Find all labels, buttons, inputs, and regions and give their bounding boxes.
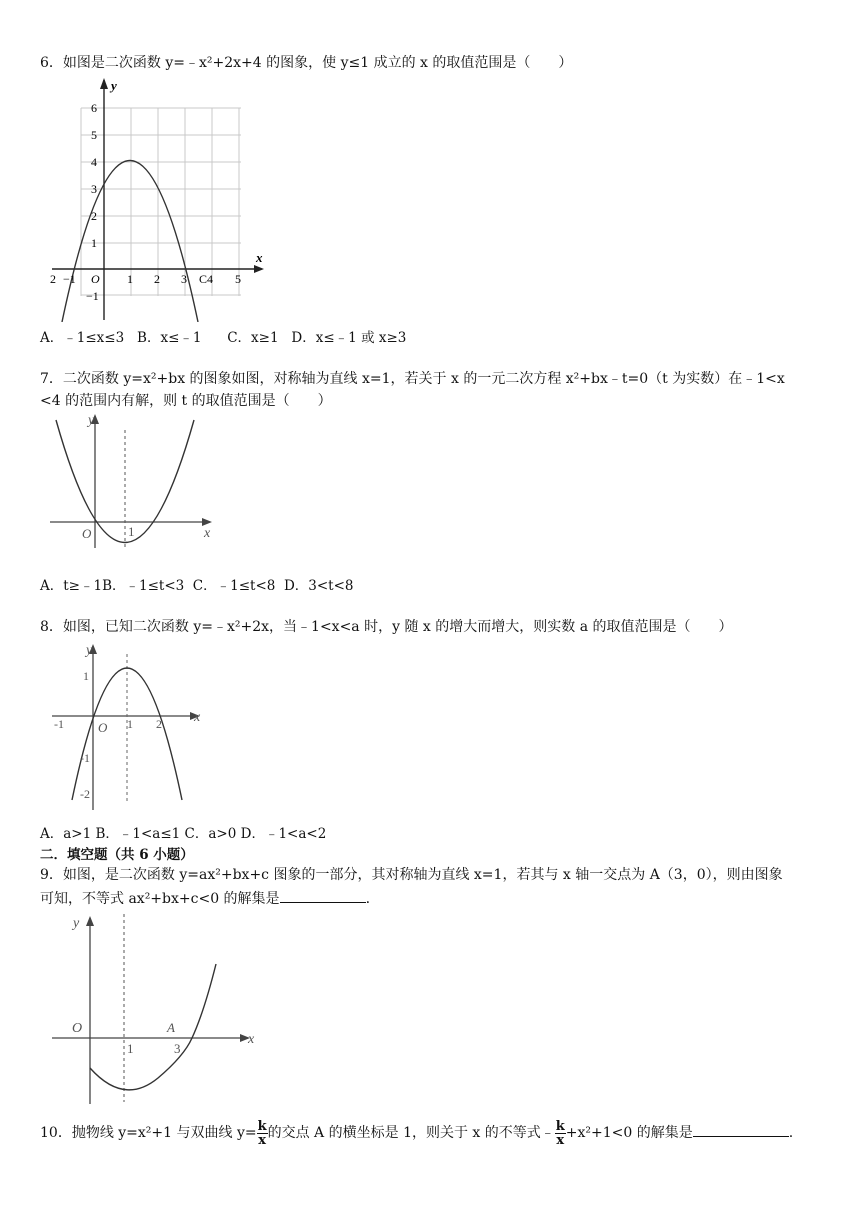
q6-ytick-2: 2 xyxy=(91,209,97,223)
q7-stem-line1: 7．二次函数 y=x²+bx 的图象如图，对称轴为直线 x=1，若关于 x 的一元二次方程 x²+bx﹣t=0（t 为实数）在﹣1<x xyxy=(40,371,785,387)
q7-x-arrow xyxy=(202,518,212,526)
q8-y-axis-label: y xyxy=(86,643,93,658)
q9-y-axis-label: y xyxy=(73,916,80,931)
q9-stem-line2 xyxy=(40,890,370,908)
q10-frac2-denominator: x xyxy=(556,1132,565,1148)
q9-y-arrow xyxy=(86,916,94,926)
q8-stem: 8．如图，已知二次函数 y=﹣x²+2x，当﹣1<x<a 时，y 随 x 的增大而增大，则实数 a 的取值范围是（ ） xyxy=(40,619,733,635)
q6-xtick-c4: C4 xyxy=(199,272,214,286)
q6-ytick-neg1: −1 xyxy=(86,289,99,303)
q8-options: A．a>1 B．﹣1<a≤1 C．a>0 D．﹣1<a<2 xyxy=(40,826,327,842)
q6-xtick-2: 2 xyxy=(154,272,160,286)
q6-ytick-4: 4 xyxy=(91,155,97,169)
q6-x-axis-label: x xyxy=(256,250,263,265)
q6-ytick-6: 6 xyxy=(91,101,97,115)
q10-end: . xyxy=(788,1125,794,1141)
q6-ytick-1: 1 xyxy=(91,236,97,250)
q7-tick-1: 1 xyxy=(128,524,135,539)
q6-y-arrow xyxy=(100,78,108,89)
q10-part3: +x²+1<0 的解集是 xyxy=(565,1125,693,1141)
q6-xtick-neg2: 2 xyxy=(50,272,56,286)
q10-part2: 的交点 A 的横坐标是 1，则关于 x 的不等式﹣ xyxy=(267,1125,555,1141)
q6-y-axis-label: y xyxy=(111,78,117,93)
q9-origin-label: O xyxy=(72,1021,83,1036)
q10-part1: 10．抛物线 y=x²+1 与双曲线 y= xyxy=(40,1125,257,1141)
q10-stem xyxy=(40,1118,793,1148)
q6-xtick-3: 3 xyxy=(181,272,187,286)
q9-parabola xyxy=(90,964,216,1090)
q9-stem-text: 可知，不等式 ax²+bx+c<0 的解集是 xyxy=(40,891,280,907)
q7-stem-line2: <4 的范围内有解，则 t 的取值范围是（ ） xyxy=(40,393,332,409)
q6-stem: 6．如图是二次函数 y=﹣x²+2x+4 的图象，使 y≤1 成立的 x 的取值范围是（ ） xyxy=(40,55,573,71)
q9-tick-3: 3 xyxy=(174,1041,181,1056)
q8-ytick-neg1: -1 xyxy=(80,751,90,765)
q6-grid xyxy=(81,108,241,296)
q6-x-arrow xyxy=(254,265,264,273)
q9-point-a-label: A xyxy=(167,1020,175,1035)
q9-stem-line1: 9．如图，是二次函数 y=ax²+bx+c 图象的一部分，其对称轴为直线 x=1，若其与 x 轴一交点为 A（3，0），则由图象 xyxy=(40,867,783,883)
q9-tick-1: 1 xyxy=(127,1041,134,1056)
q6-graph xyxy=(48,76,278,322)
q7-y-axis-label: y xyxy=(88,413,95,428)
q10-frac2-numerator: k xyxy=(555,1118,565,1134)
q6-xtick-5: 5 xyxy=(235,272,241,286)
q9-x-axis-label: x xyxy=(248,1032,255,1047)
q7-graph xyxy=(48,410,228,550)
q9-graph xyxy=(48,908,268,1106)
q10-frac-denominator: x xyxy=(258,1132,266,1148)
q6-origin-label: O xyxy=(91,272,100,286)
q6-parabola xyxy=(62,161,198,323)
q8-ytick-neg2: -2 xyxy=(80,787,90,801)
q10-fraction-k-over-x xyxy=(257,1120,268,1147)
q10-fraction-k-over-x-2 xyxy=(555,1120,566,1147)
q6-xtick-neg1: −1 xyxy=(63,272,76,286)
q6-ytick-5: 5 xyxy=(91,128,97,142)
q6-x-ticks xyxy=(50,272,241,286)
q7-origin-label: O xyxy=(82,526,92,541)
q8-ytick-1: 1 xyxy=(83,669,89,683)
q8-x-axis-label: x xyxy=(194,710,201,725)
q8-xtick-neg1: -1 xyxy=(54,717,64,731)
q7-x-axis-label: x xyxy=(204,526,211,541)
q6-ytick-3: 3 xyxy=(91,182,97,196)
q6-options: A．﹣1≤x≤3 B．x≤﹣1 C．x≥1 D．x≤﹣1 或 x≥3 xyxy=(40,330,407,346)
q10-answer-blank[interactable] xyxy=(693,1124,789,1137)
q9-answer-blank[interactable] xyxy=(280,890,366,903)
q10-frac-numerator: k xyxy=(257,1118,267,1134)
q9-stem-end: . xyxy=(365,891,371,907)
q8-xtick-2: 2 xyxy=(156,717,162,731)
q6-xtick-1: 1 xyxy=(127,272,133,286)
section-fill-in-blank-heading: 二．填空题（共 6 小题） xyxy=(40,847,194,863)
q8-graph xyxy=(48,640,218,812)
q7-options: A．t≥﹣1B．﹣1≤t<3 C．﹣1≤t<8 D．3<t<8 xyxy=(40,578,354,594)
q8-xtick-1: 1 xyxy=(127,717,133,731)
q8-origin-label: O xyxy=(98,720,108,735)
